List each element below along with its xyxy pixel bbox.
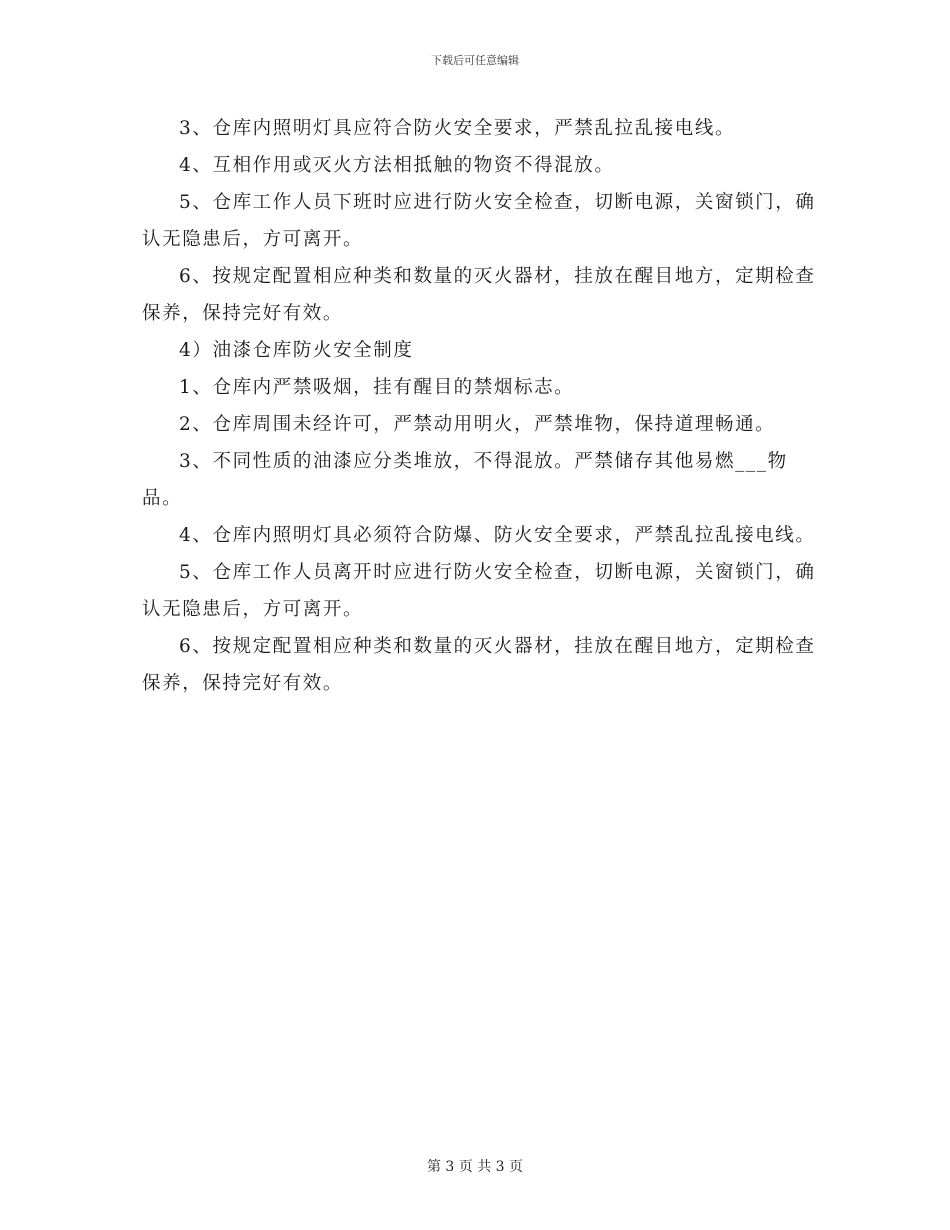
- paragraph: 2、仓库周围未经许可，严禁动用明火，严禁堆物，保持道理畅通。: [179, 414, 776, 435]
- section-heading: 4）油漆仓库防火安全制度: [179, 340, 414, 361]
- document-body: [142, 110, 822, 702]
- paragraph: 5、仓库工作人员离开时应进行防火安全检查，切断电源，关窗锁门，确认无隐患后，方可离开。: [142, 562, 816, 620]
- paragraph: 3、仓库内照明灯具应符合防火安全要求，严禁乱拉乱接电线。: [179, 118, 736, 139]
- page-header: 下载后可任意编辑: [431, 54, 519, 67]
- paragraph: 1、仓库内严禁吸烟，挂有醒目的禁烟标志。: [179, 377, 575, 398]
- paragraph: 4、互相作用或灭火方法相抵触的物资不得混放。: [179, 155, 615, 176]
- paragraph: 6、按规定配置相应种类和数量的灭火器材，挂放在醒目地方，定期检查保养，保持完好有效。: [142, 636, 816, 694]
- paragraph: 6、按规定配置相应种类和数量的灭火器材，挂放在醒目地方，定期检查保养，保持完好有效。: [142, 266, 816, 324]
- paragraph: 3、不同性质的油漆应分类堆放，不得混放。严禁储存其他易燃___物品。: [142, 451, 788, 509]
- paragraph: 4、仓库内照明灯具必须符合防爆、防火安全要求，严禁乱拉乱接电线。: [179, 525, 816, 546]
- paragraph: 5、仓库工作人员下班时应进行防火安全检查，切断电源，关窗锁门，确认无隐患后，方可离开。: [142, 192, 816, 250]
- page-footer: 第 3 页 共 3 页: [426, 1159, 524, 1175]
